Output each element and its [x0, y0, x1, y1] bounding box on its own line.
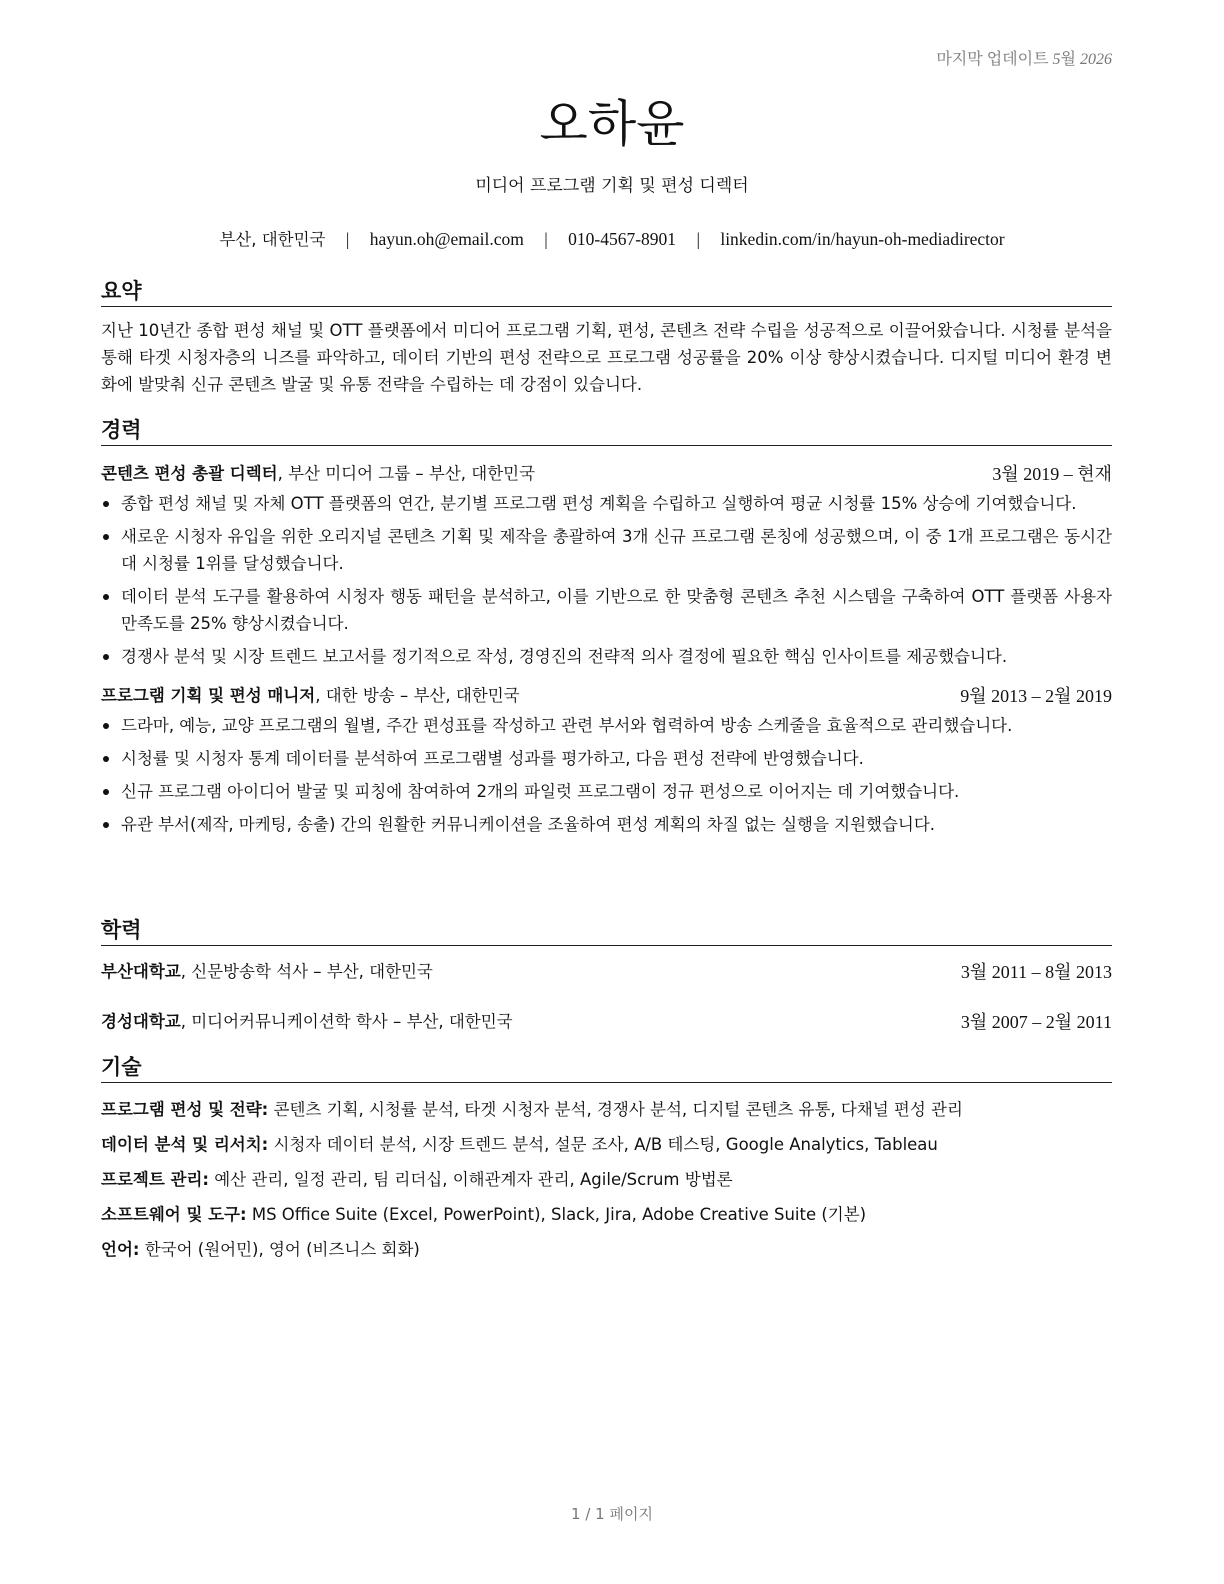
- skill-label: 프로젝트 관리:: [101, 1170, 209, 1189]
- skill-label: 데이터 분석 및 리서치:: [101, 1135, 269, 1154]
- summary-text: 지난 10년간 종합 편성 채널 및 OTT 플랫폼에서 미디어 프로그램 기획, 편성, 콘텐츠 전략 수립을 성공적으로 이끌어왔습니다. 시청률 분석을 통해 타겟 시청자층의 니즈를 파악하고, 데이터 기반의 편성 전략으로 프로그램 성공률을 20% 이상 향상시켰습니다. 디지털 미디어 환경 변화에 발맞춰 신규 콘텐츠 발굴 및 유통 전략을 수립하는 데 강점이 있습니다.: [101, 321, 1112, 394]
- job-org: , 대한 방송 – 부산, 대한민국: [315, 686, 520, 705]
- education-dates: 3월 2007 – 2월 2011: [960, 1012, 1112, 1032]
- contact-separator: |: [544, 229, 548, 249]
- job-entry: [101, 462, 1112, 670]
- skill-line: [101, 1197, 1112, 1232]
- skill-value: 콘텐츠 기획, 시청률 분석, 타겟 시청자 분석, 경쟁사 분석, 디지털 콘텐츠 유통, 다채널 편성 관리: [268, 1100, 963, 1119]
- list-item: 데이터 분석 도구를 활용하여 시청자 행동 패턴을 분석하고, 이를 기반으로 한 맞춤형 콘텐츠 추천 시스템을 구축하여 OTT 플랫폼 사용자 만족도를 25% 향상시켰습니다.: [101, 583, 1112, 637]
- skills-list: [101, 1092, 1112, 1267]
- job-role: 콘텐츠 편성 총괄 디렉터: [101, 464, 278, 483]
- contact-line: [0, 226, 1224, 250]
- skill-line: [101, 1232, 1112, 1267]
- contact-email[interactable]: hayun.oh@email.com: [369, 229, 524, 249]
- last-updated-year: 2026: [1080, 51, 1112, 68]
- contact-location: 부산, 대한민국: [219, 230, 326, 249]
- skill-line: [101, 1162, 1112, 1197]
- skill-value: 시청자 데이터 분석, 시장 트렌드 분석, 설문 조사, A/B 테스팅, Google Analytics, Tableau: [268, 1135, 938, 1154]
- contact-phone[interactable]: 010-4567-8901: [568, 229, 677, 249]
- experience-section: [101, 417, 1112, 844]
- education-school: 부산대학교: [101, 962, 181, 981]
- job-bullets: [101, 712, 1112, 838]
- contact-linkedin[interactable]: linkedin.com/in/hayun-oh-mediadirector: [720, 229, 1005, 249]
- education-entry: [101, 1010, 1112, 1034]
- skill-line: [101, 1127, 1112, 1162]
- list-item: 유관 부서(제작, 마케팅, 송출) 간의 원활한 커뮤니케이션을 조율하여 편성 계획의 차질 없는 실행을 지원했습니다.: [101, 811, 1112, 838]
- list-item: 새로운 시청자 유입을 위한 오리지널 콘텐츠 기획 및 제작을 총괄하여 3개 신규 프로그램 론칭에 성공했으며, 이 중 1개 프로그램은 동시간대 시청률 1위를 달성했습니다.: [101, 523, 1112, 577]
- job-org: , 부산 미디어 그룹 – 부산, 대한민국: [277, 464, 536, 483]
- education-detail: , 신문방송학 석사 – 부산, 대한민국: [180, 962, 433, 981]
- job-header: [101, 684, 1112, 708]
- list-item: 종합 편성 채널 및 자체 OTT 플랫폼의 연간, 분기별 프로그램 편성 계획을 수립하고 실행하여 평균 시청률 15% 상승에 기여했습니다.: [101, 490, 1112, 517]
- job-entry: [101, 684, 1112, 838]
- contact-separator: |: [696, 229, 700, 249]
- education-school: 경성대학교: [101, 1012, 181, 1031]
- skill-value: 한국어 (원어민), 영어 (비즈니스 회화): [139, 1240, 420, 1259]
- skills-section: [101, 1054, 1112, 1267]
- skill-value: MS Office Suite (Excel, PowerPoint), Slack, Jira, Adobe Creative Suite (기본): [246, 1205, 867, 1224]
- experience-heading: 경력: [101, 417, 1112, 446]
- summary-section: [101, 278, 1112, 398]
- skill-label: 소프트웨어 및 도구:: [101, 1205, 247, 1224]
- person-name: 오하윤: [539, 95, 685, 153]
- skill-line: [101, 1092, 1112, 1127]
- skill-label: 프로그램 편성 및 전략:: [101, 1100, 269, 1119]
- job-header: [101, 462, 1112, 486]
- last-updated-month-unit: 월: [1060, 51, 1076, 68]
- page-number: 1 / 1 페이지: [571, 1505, 653, 1523]
- education-detail: , 미디어커뮤니케이션학 학사 – 부산, 대한민국: [180, 1012, 513, 1031]
- skills-heading: 기술: [101, 1054, 1112, 1083]
- job-dates: 9월 2013 – 2월 2019: [960, 686, 1112, 706]
- job-dates: 3월 2019 – 현재: [992, 464, 1112, 484]
- skill-value: 예산 관리, 일정 관리, 팀 리더십, 이해관계자 관리, Agile/Scrum 방법론: [208, 1170, 733, 1189]
- contact-separator: |: [345, 229, 350, 249]
- education-entry: [101, 960, 1112, 984]
- list-item: 경쟁사 분석 및 시장 트렌드 보고서를 정기적으로 작성, 경영진의 전략적 의사 결정에 필요한 핵심 인사이트를 제공했습니다.: [101, 643, 1112, 670]
- last-updated: [936, 46, 1112, 69]
- last-updated-label: 마지막 업데이트: [936, 51, 1049, 68]
- job-role: 프로그램 기획 및 편성 매니저: [101, 686, 316, 705]
- education-section: [101, 917, 1112, 1034]
- job-title: 미디어 프로그램 기획 및 편성 디렉터: [475, 176, 749, 196]
- skill-label: 언어:: [101, 1240, 140, 1259]
- list-item: 신규 프로그램 아이디어 발굴 및 피칭에 참여하여 2개의 파일럿 프로그램이 정규 편성으로 이어지는 데 기여했습니다.: [101, 778, 1112, 805]
- list-item: 시청률 및 시청자 통계 데이터를 분석하여 프로그램별 성과를 평가하고, 다음 편성 전략에 반영했습니다.: [101, 745, 1112, 772]
- list-item: 드라마, 예능, 교양 프로그램의 월별, 주간 편성표를 작성하고 관련 부서와 협력하여 방송 스케줄을 효율적으로 관리했습니다.: [101, 712, 1112, 739]
- summary-heading: 요약: [101, 278, 1112, 307]
- job-bullets: [101, 490, 1112, 670]
- last-updated-month: 5: [1052, 51, 1061, 68]
- education-dates: 3월 2011 – 8월 2013: [960, 962, 1112, 982]
- education-heading: 학력: [101, 917, 1112, 946]
